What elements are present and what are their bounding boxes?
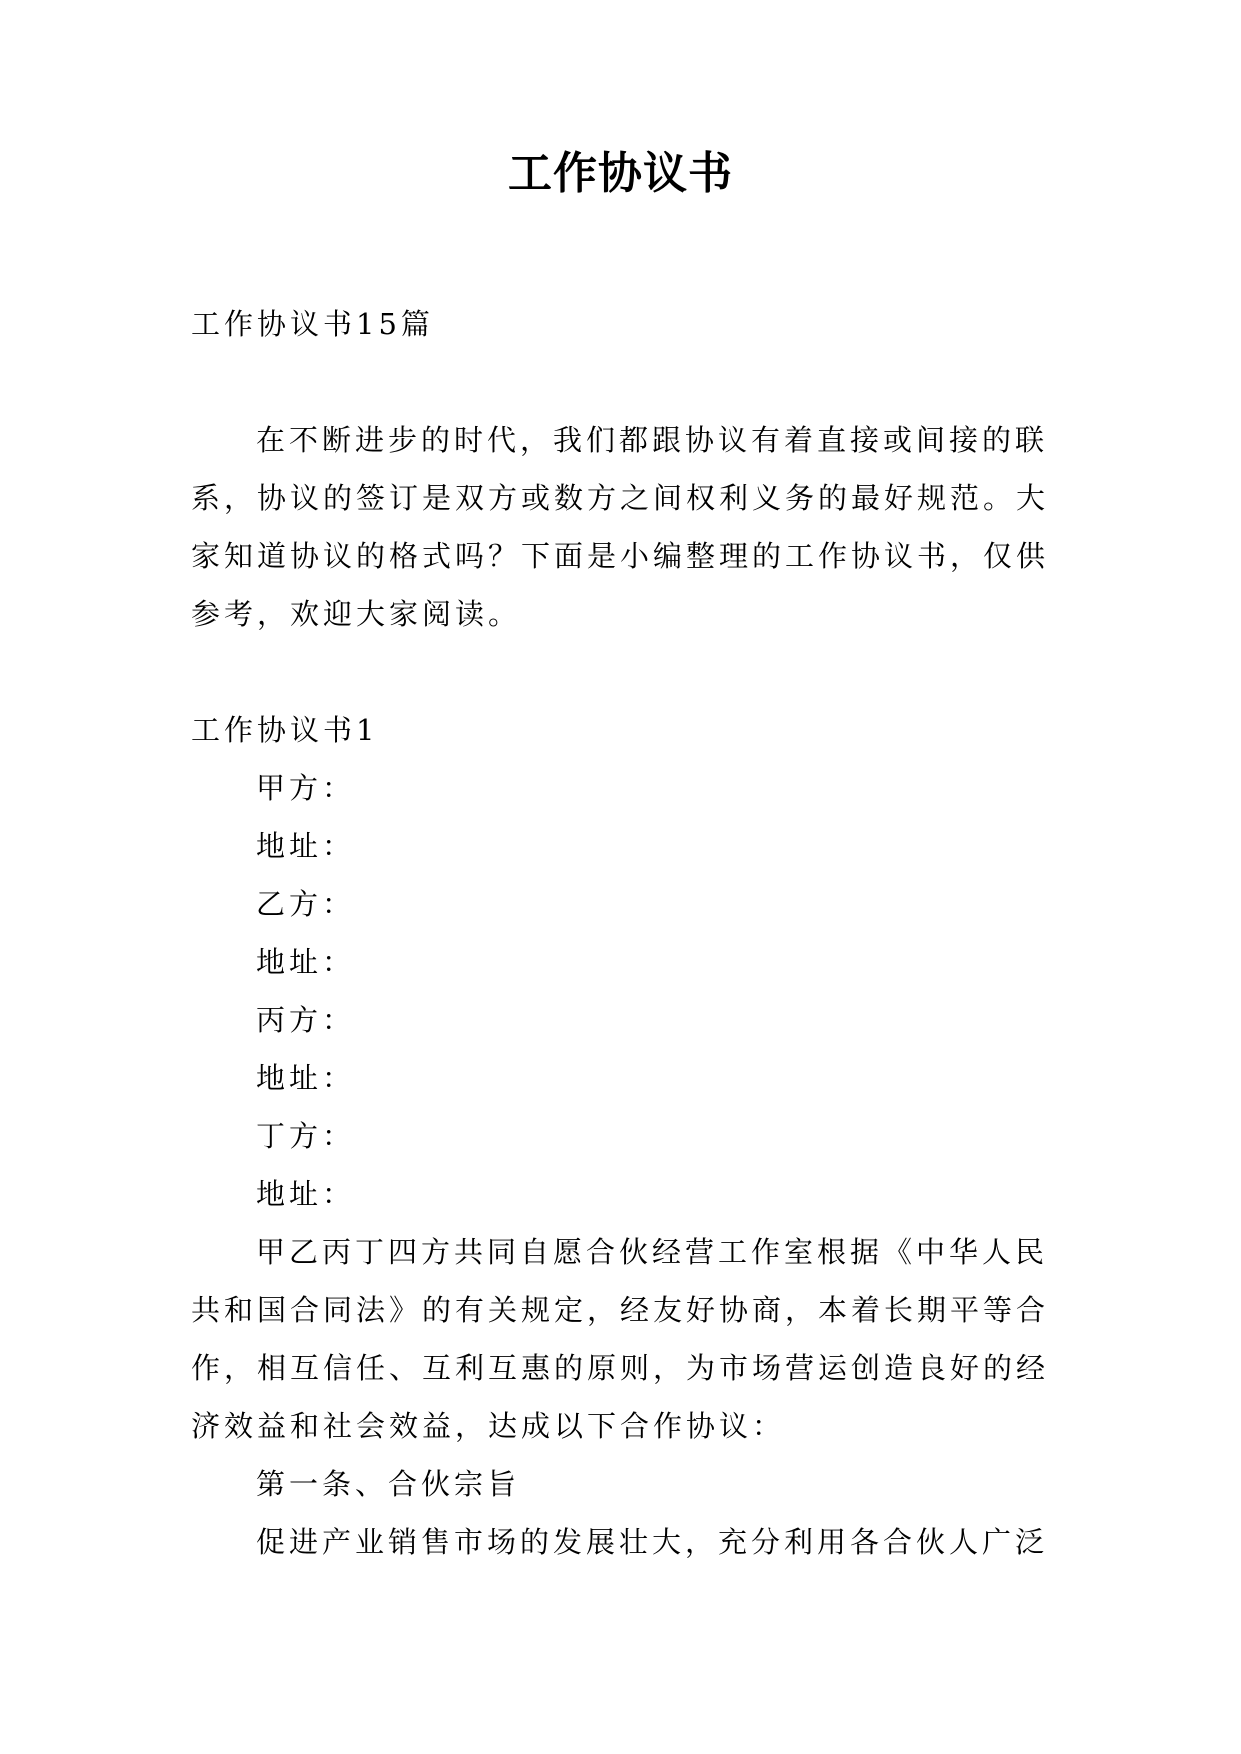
party-address: 地址： <box>256 1177 356 1211</box>
article-1-heading: 第一条、合伙宗旨 <box>256 1467 521 1501</box>
intro-line: 系，协议的签订是双方或数方之间权利义务的最好规范。大 <box>191 481 1050 515</box>
party-address: 地址： <box>256 829 356 863</box>
agreement-line: 共和国合同法》的有关规定，经友好协商，本着长期平等合 <box>191 1293 1050 1327</box>
intro-line: 家知道协议的格式吗？下面是小编整理的工作协议书，仅供 <box>191 539 1050 573</box>
party-party-a: 甲方： <box>256 771 356 805</box>
agreement-line: 作，相互信任、互利互惠的原则，为市场营运创造良好的经 <box>191 1351 1050 1385</box>
agreement-paragraph <box>191 1223 1051 1455</box>
party-party-b: 乙方： <box>256 887 356 921</box>
document-title: 工作协议书 <box>508 148 733 199</box>
party-address: 地址： <box>256 945 356 979</box>
document-body <box>191 295 1051 1571</box>
intro-paragraph <box>191 411 1051 643</box>
section-heading: 工作协议书1 <box>191 713 379 747</box>
intro-line: 参考，欢迎大家阅读。 <box>191 597 522 631</box>
party-party-c: 丙方： <box>256 1003 356 1037</box>
article-1-text: 促进产业销售市场的发展壮大，充分利用各合伙人广泛 <box>256 1525 1049 1559</box>
spacer <box>191 353 1051 411</box>
party-address: 地址： <box>256 1061 356 1095</box>
agreement-line: 济效益和社会效益，达成以下合作协议： <box>191 1409 786 1443</box>
agreement-line: 甲乙丙丁四方共同自愿合伙经营工作室根据《中华人民 <box>256 1235 1049 1269</box>
spacer <box>191 643 1051 701</box>
party-party-d: 丁方： <box>256 1119 356 1153</box>
parties-list <box>191 759 1051 1223</box>
intro-line: 在不断进步的时代，我们都跟协议有着直接或间接的联 <box>256 423 1049 457</box>
document-subtitle: 工作协议书15篇 <box>191 307 434 341</box>
